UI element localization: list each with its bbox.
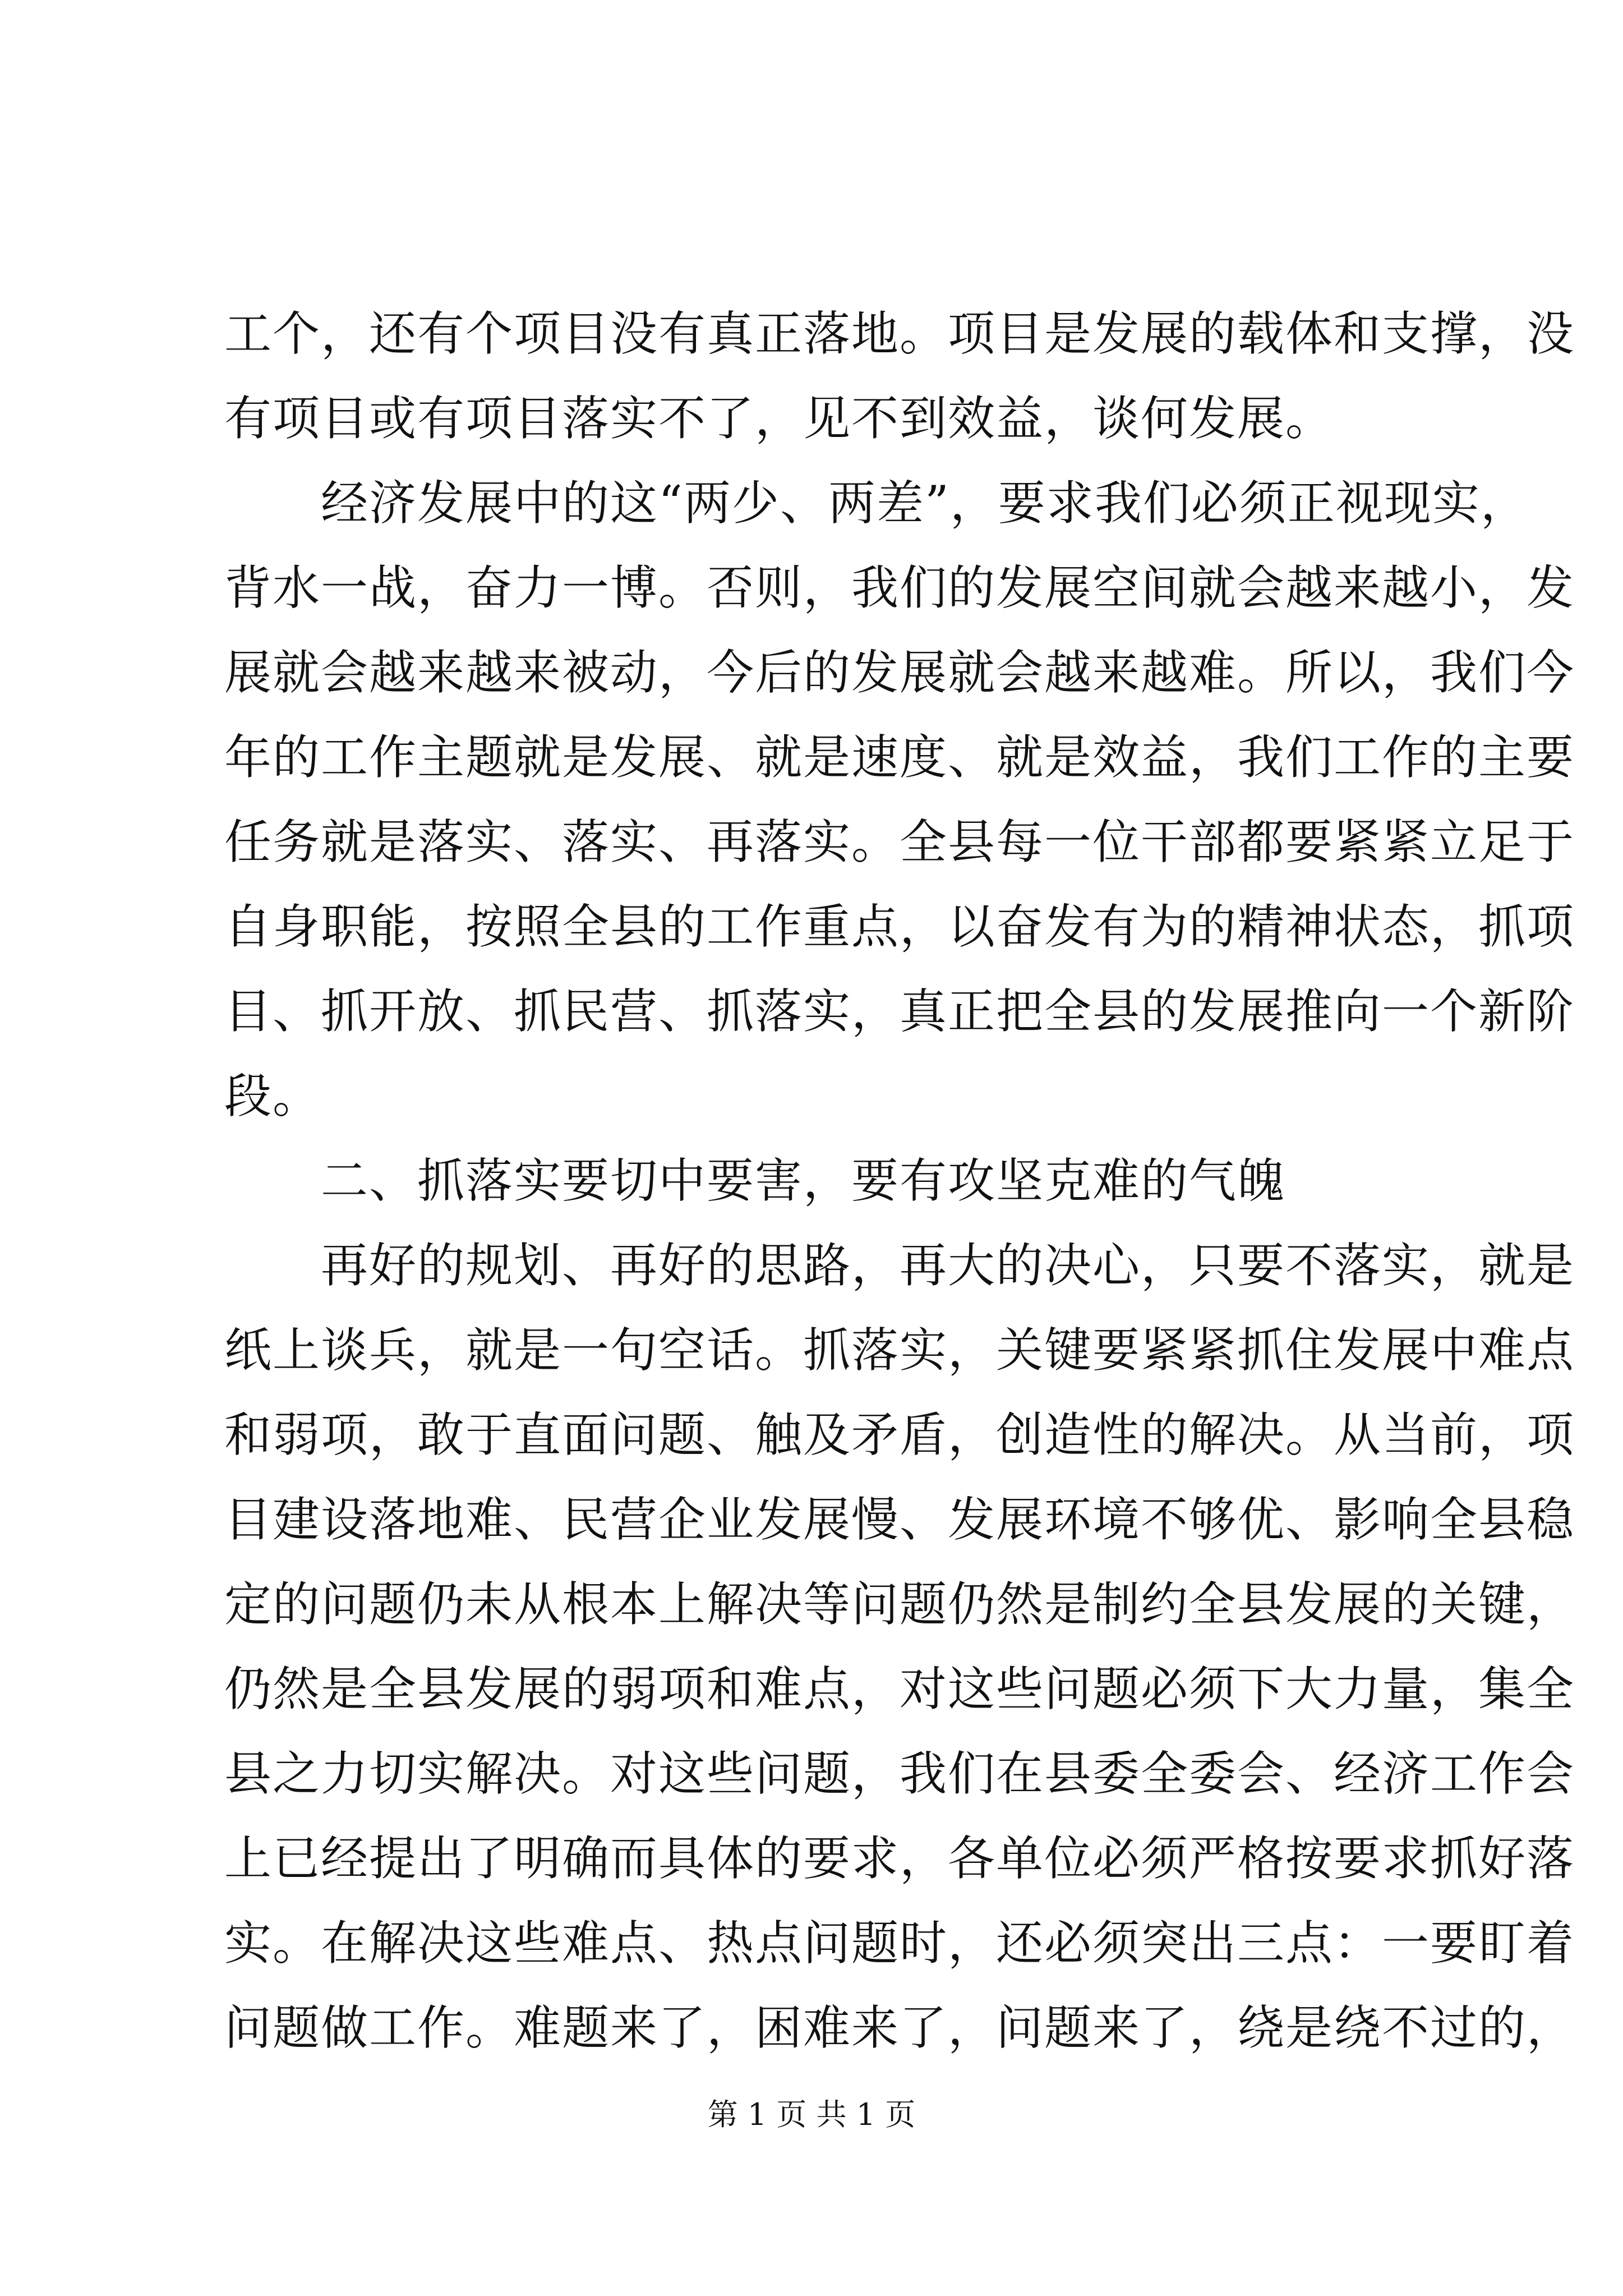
text-line: 定的问题仍未从根本上解决等问题仍然是制约全县发展的关键， (224, 1577, 1575, 1632)
text-line: 县之力切实解决。对这些问题，我们在县委全委会、经济工作会 (224, 1746, 1575, 1801)
text-line: 实。在解决这些难点、热点问题时，还必须突出三点：一要盯着 (224, 1916, 1575, 1971)
text-line: 自身职能，按照全县的工作重点，以奋发有为的精神状态，抓项 (224, 899, 1575, 954)
section-heading: 二、抓落实要切中要害，要有攻坚克难的气魄 (224, 1153, 1286, 1208)
text-line: 和弱项，敢于直面问题、触及矛盾，创造性的解决。从当前，项 (224, 1407, 1575, 1462)
text-line: 工个，还有个项目没有真正落地。项目是发展的载体和支撑，没 (224, 306, 1575, 361)
text-line: 经济发展中的这“两少、两差”，要求我们必须正视现实， (224, 476, 1529, 531)
document-body (224, 292, 1575, 2070)
text-line: 目建设落地难、民营企业发展慢、发展环境不够优、影响全县稳 (224, 1492, 1575, 1547)
page-footer (0, 2095, 1623, 2134)
text-line: 段。 (224, 1069, 321, 1124)
text-line: 有项目或有项目落实不了，见不到效益，谈何发展。 (224, 391, 1334, 446)
text-line: 问题做工作。难题来了，困难来了，问题来了，绕是绕不过的， (224, 2000, 1575, 2055)
text-line: 年的工作主题就是发展、就是速度、就是效益，我们工作的主要 (224, 730, 1575, 785)
text-line: 背水一战，奋力一博。否则，我们的发展空间就会越来越小，发 (224, 560, 1575, 615)
text-line: 目、抓开放、抓民营、抓落实，真正把全县的发展推向一个新阶 (224, 984, 1575, 1039)
text-line: 上已经提出了明确而具体的要求，各单位必须严格按要求抓好落 (224, 1831, 1575, 1886)
page-number-label: 第 1 页 共 1 页 (707, 2097, 916, 2132)
text-line: 展就会越来越来被动，今后的发展就会越来越难。所以，我们今 (224, 645, 1575, 700)
text-line: 再好的规划、再好的思路，再大的决心，只要不落实，就是 (224, 1238, 1575, 1293)
text-line: 纸上谈兵，就是一句空话。抓落实，关键要紧紧抓住发展中难点 (224, 1323, 1575, 1378)
text-line: 任务就是落实、落实、再落实。全县每一位干部都要紧紧立足于 (224, 815, 1575, 869)
text-line: 仍然是全县发展的弱项和难点，对这些问题必须下大力量，集全 (224, 1662, 1575, 1717)
